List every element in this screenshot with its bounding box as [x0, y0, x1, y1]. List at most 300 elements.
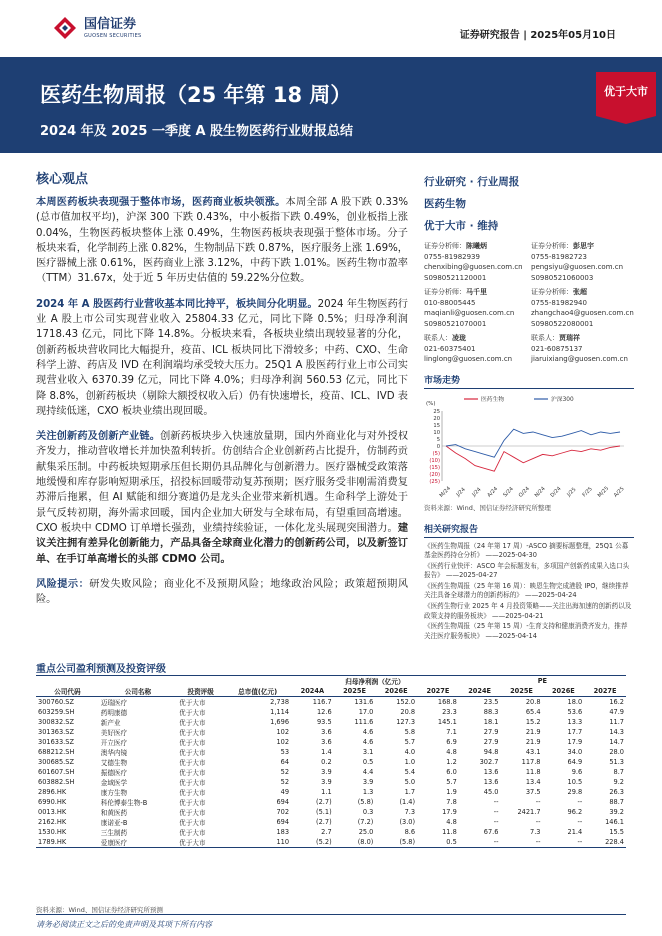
table-cell: 18.0: [567, 698, 583, 706]
table-cell: 开立医疗: [100, 739, 128, 747]
market-trend-chart: [424, 393, 634, 501]
table-cell: 振德医疗: [100, 769, 128, 777]
table-header: [36, 686, 626, 697]
table-cell: --: [535, 818, 541, 826]
analyst-cert: S0980521120001: [424, 273, 487, 282]
x-tick-label: A/25: [612, 485, 626, 499]
table-cell: 47.9: [609, 708, 624, 716]
x-tick-label: N/24: [533, 485, 547, 499]
table-row: [36, 817, 626, 827]
table-cell: (1.4): [399, 798, 416, 806]
x-tick-label: J/25: [566, 486, 578, 498]
table-cell: 11.7: [609, 718, 624, 726]
table-cell: 艾德生物: [100, 759, 128, 767]
table-cell: 优于大市: [179, 759, 206, 767]
paragraph-innovation: [36, 429, 408, 567]
table-row: [36, 697, 626, 708]
table-cell: 301363.SZ: [38, 728, 74, 736]
y-tick-label: (15): [429, 464, 440, 471]
table-cell: 21.4: [567, 828, 583, 836]
table-cell: 110: [224, 837, 291, 848]
x-tick-label: S/24: [502, 485, 515, 499]
sidebar: [424, 174, 634, 642]
table-row: [36, 787, 626, 797]
table-cell: 9.6: [571, 768, 583, 776]
contact-phone: 021-60375401: [424, 344, 476, 353]
table-cell: 0.5: [417, 837, 459, 848]
table-cell: --: [493, 798, 499, 806]
y-tick-label: 15: [433, 422, 440, 429]
table-cell: 300760.SZ: [38, 698, 74, 706]
report-type-date: 证券研究报告 | 2025年05月10日: [459, 30, 616, 41]
analyst-card: [424, 287, 527, 329]
table-cell: 新产业: [100, 719, 121, 727]
table-cell: 1789.HK: [36, 837, 99, 848]
y-tick-label: 25: [433, 408, 440, 415]
column-header: 公司名称: [99, 686, 177, 697]
table-cell: --: [535, 798, 541, 806]
contact-name: 凌珑: [452, 334, 466, 342]
related-reports-heading: 相关研究报告: [424, 522, 634, 538]
table-cell: 16.2: [609, 698, 624, 706]
table-cell: 康方生物: [100, 789, 128, 797]
table-cell: 25.0: [358, 828, 374, 836]
table-cell: 优于大市: [179, 829, 206, 837]
analyst-role: 证券分析师：: [424, 242, 466, 250]
paragraph-weekly: [36, 195, 408, 287]
table-cell: 301633.SZ: [38, 738, 74, 746]
rating-badge: 优于大市: [596, 72, 656, 116]
related-report-link[interactable]: 《医药生物周报（25 年第 16 周）：映恩生物完成港股 IPO，继续推荐关注具备全球潜力的创新药标的》 ——2025-04-24: [424, 581, 629, 600]
title-banner: [0, 57, 662, 153]
table-row: [36, 717, 626, 727]
y-tick-label: 5: [436, 436, 440, 443]
table-cell: 53: [280, 748, 290, 756]
related-report-link[interactable]: 《医药生物行业 2025 年 4 月投资策略——关注出海加速的创新药以及政策支持的服务板块》 ——2025-04-21: [424, 602, 632, 620]
table-cell: 7.3: [404, 808, 416, 816]
table-cell: 26.3: [609, 788, 624, 796]
table-cell: 10.5: [567, 778, 583, 786]
analyst-email[interactable]: maqianli@guosen.com.cn: [424, 309, 515, 317]
table-cell: (5.2): [291, 837, 334, 848]
table-cell: 13.3: [567, 718, 583, 726]
legend-label: 医药生物: [481, 396, 505, 403]
x-tick-label: J/24: [471, 486, 483, 498]
table-cell: 康诺亚-B: [100, 819, 128, 827]
analyst-email[interactable]: chenxibing@guosen.com.cn: [424, 263, 523, 271]
table-cell: 13.4: [525, 778, 541, 786]
related-report-link[interactable]: 《医药生物周报（25 年第 15 周）-生育支持和健康消费齐发力，推荐关注医疗服务板块》 ——2025-04-14: [424, 622, 628, 640]
x-tick-label: A/24: [486, 485, 500, 499]
table-cell: 1.3: [362, 788, 374, 796]
table-cell: 6.0: [446, 768, 457, 776]
contact-email[interactable]: jiaruixiang@guosen.com.cn: [531, 355, 628, 363]
column-header: 2027E: [584, 686, 626, 697]
table-cell: 1.7: [404, 788, 416, 796]
analyst-name: 彭思宇: [573, 242, 594, 250]
table-cell: (5.8): [357, 798, 374, 806]
table-cell: 1.0: [404, 758, 416, 766]
x-tick-label: D/24: [549, 485, 563, 499]
table-cell: --: [500, 837, 542, 848]
table-cell: 21.9: [525, 738, 541, 746]
table-row: [36, 797, 626, 807]
analyst-card: [424, 241, 527, 283]
analyst-list: [424, 241, 634, 369]
table-cell: (2.7): [316, 798, 332, 806]
table-cell: 300832.SZ: [38, 718, 74, 726]
table-cell: (5.1): [316, 808, 332, 816]
table-cell: 5.7: [446, 778, 457, 786]
table-cell: 5.8: [404, 728, 416, 736]
table-cell: 澳华内镜: [100, 749, 128, 757]
table-cell: 18.1: [483, 718, 499, 726]
table-cell: 131.6: [354, 698, 374, 706]
paragraph-lead: 风险提示：: [36, 578, 90, 590]
table-cell: 43.1: [525, 748, 541, 756]
net-profit-group: 归母净利润（亿元）: [291, 676, 459, 687]
report-title: 医药生物周报（25 年第 18 周）: [40, 83, 352, 107]
analyst-email[interactable]: pengsiyu@guosen.com.cn: [531, 263, 624, 271]
table-cell: 14.7: [609, 738, 624, 746]
logo-icon: [52, 15, 78, 41]
y-tick-label: 0: [436, 443, 440, 450]
analyst-role: 证券分析师：: [531, 288, 573, 296]
table-cell: 13.6: [483, 778, 499, 786]
contact-card: [424, 333, 527, 365]
table-row: [36, 837, 626, 848]
table-cell: 15.5: [609, 828, 624, 836]
table-cell: 117.8: [521, 758, 541, 766]
company-logo: [52, 14, 142, 42]
table-cell: 优于大市: [179, 789, 206, 797]
table-cell: 152.0: [396, 698, 416, 706]
table-cell: 4.0: [404, 748, 416, 756]
table-cell: 145.1: [437, 718, 457, 726]
paragraph-body: 研发失败风险；商业化不及预期风险；地缘政治风险；政策超预期风险。: [36, 578, 409, 606]
industry-name: 医药生物: [424, 198, 466, 210]
table-cell: 688212.SH: [38, 748, 75, 756]
table-cell: 优于大市: [179, 819, 206, 827]
paragraph-lead: 关注创新药及创新产业链。: [36, 431, 161, 443]
paragraph-lead: 2024 年 A 股医药行业营收基本同比持平，板块间分化明显。: [36, 298, 318, 310]
table-cell: 17.9: [442, 808, 457, 816]
table-cell: (7.2): [357, 818, 374, 826]
table-cell: 3.6: [321, 738, 332, 746]
table-cell: 美好医疗: [100, 729, 128, 737]
column-header: 2025E: [334, 686, 376, 697]
table-cell: 金域医学: [100, 779, 128, 787]
table-cell: 88.3: [483, 708, 499, 716]
footer-divider: [36, 914, 626, 915]
table-cell: 146.1: [605, 818, 624, 826]
table-cell: 8.6: [404, 828, 416, 836]
analyst-phone: 0755-81982939: [424, 252, 480, 261]
pe-group: PE: [459, 676, 626, 687]
table-cell: 2,738: [270, 698, 290, 706]
table-cell: 4.8: [446, 748, 457, 756]
paragraph-body: 本周全部 A 股下跌 0.33%(总市值加权平均)，沪深 300 下跌 0.43%，中小板指下跌 0.49%，创业板指上涨 0.04%，生物医药板块整体上涨 0.49%，生物医药板块表现强于整体市场。分子板块来看，化学制药上涨 0.82%，生物制品下跌 0.87%，医疗服务上涨 1.69%，医疗器械上涨 0.61%，医药商业上涨 3.12%，中药下跌 1.01%。医药生物市盈率（TTM）31.67x，处于近 5 年历史估值的 59.22%分位数。: [36, 197, 409, 285]
core-views: [36, 168, 408, 617]
table-cell: 23.5: [483, 698, 499, 706]
x-tick-label: M/25: [596, 485, 611, 499]
table-cell: 127.3: [396, 718, 416, 726]
table-cell: 药明康德: [100, 709, 128, 717]
y-tick-label: (25): [429, 478, 440, 485]
analyst-cert: S0980521060003: [531, 273, 594, 282]
table-cell: 13.6: [483, 768, 499, 776]
top-bar: [0, 0, 662, 52]
table-cell: 科伦博泰生物-B: [100, 799, 148, 807]
table-cell: 17.7: [567, 728, 583, 736]
table-cell: 88.7: [609, 798, 624, 806]
table-cell: 15.2: [525, 718, 541, 726]
table-cell: 65.4: [525, 708, 541, 716]
table-cell: 4.6: [362, 728, 374, 736]
table-cell: 52: [280, 778, 290, 786]
table-cell: 601607.SH: [38, 768, 75, 776]
table-cell: 4.4: [362, 768, 374, 776]
table-cell: --: [459, 837, 501, 848]
table-cell: 53.6: [567, 708, 583, 716]
x-tick-label: M/24: [438, 485, 452, 499]
table-cell: 20.8: [525, 698, 541, 706]
table-cell: 6990.HK: [38, 798, 67, 806]
market-trend-heading: 市场走势: [424, 373, 634, 389]
table-cell: 45.0: [483, 788, 499, 796]
analyst-role: 证券分析师：: [531, 242, 573, 250]
table-cell: --: [543, 837, 585, 848]
table-cell: (3.0): [399, 818, 416, 826]
table-cell: 7.3: [530, 828, 541, 836]
earnings-forecast-table: [36, 675, 626, 848]
table-cell: 4.8: [446, 818, 457, 826]
analyst-phone: 0755-81982723: [531, 252, 587, 261]
table-cell: 1.4: [321, 748, 332, 756]
industry-rating: 优于大市 · 维持: [424, 220, 499, 232]
table-cell: --: [577, 798, 583, 806]
analyst-phone: 0755-81982940: [531, 298, 587, 307]
table-row: [36, 827, 626, 837]
table-cell: 94.8: [483, 748, 499, 756]
column-header: 2027E: [417, 686, 459, 697]
table-cell: 111.6: [354, 718, 374, 726]
table-cell: 93.5: [316, 718, 332, 726]
table-cell: 17.0: [358, 708, 374, 716]
contact-role: 联系人：: [531, 334, 559, 342]
table-cell: 1530.HK: [38, 828, 67, 836]
table-cell: 三生制药: [100, 829, 128, 837]
paragraph-recommendation: 建议关注拥有差异化创新能力，产品具备全球商业化潜力的创新药公司，以及新签订单、在手订单高增长的头部 CDMO 公司。: [36, 522, 408, 565]
table-cell: 1,114: [270, 708, 290, 716]
table-cell: 1.1: [321, 788, 332, 796]
table-body: [36, 697, 626, 848]
table-cell: 1,696: [270, 718, 290, 726]
table-cell: 11.8: [442, 828, 457, 836]
table-row: [36, 747, 626, 757]
table-row: [36, 807, 626, 817]
table-cell: 2421.7: [517, 808, 541, 816]
table-cell: 优于大市: [179, 749, 206, 757]
table-cell: 8.7: [613, 768, 624, 776]
column-header: 2025E: [500, 686, 542, 697]
table-title: 重点公司盈利预测及投资评级: [36, 664, 166, 675]
table-cell: 34.0: [567, 748, 583, 756]
analyst-cert: S0980521070001: [424, 319, 487, 328]
analyst-name: 马千里: [466, 288, 487, 296]
y-tick-label: 10: [433, 429, 440, 436]
analyst-card: [531, 287, 634, 329]
table-cell: 702: [276, 808, 290, 816]
table-cell: 102: [276, 728, 290, 736]
y-axis-label: (%): [426, 400, 436, 407]
table-row: [36, 767, 626, 777]
paragraph-body: 创新药板块步入快速放量期，国内外商业化与对外授权齐发力，推动营收增长并加快盈利转折。仿创结合企业创新药占比提升，仿制药贡献集采压制。中药板块短期承压但长期仍具品牌化与创新潜力。医疗器械受政策落地缓慢和库存影响短期承压，招投标回暖带动复苏预期；医疗服务受非刚需消费复苏滞后拖累，但 AI 赋能和细分赛道仍是龙头企业带来新机遇。生命科学上游处于景气反转初期，海外需求回暖，国内企业加大研发与全球布局，有望重回高增速。CXO 板块中 CDMO 订单增长强劲，业绩持续验证，一体化龙头展现突围潜力。: [36, 431, 409, 534]
table-cell: 爱康医疗: [99, 837, 177, 848]
table-row: [36, 707, 626, 717]
analyst-phone: 010-88005445: [424, 298, 476, 307]
table-row: [36, 777, 626, 787]
paragraph-risk: [36, 577, 408, 608]
table-cell: 3.9: [321, 768, 332, 776]
table-cell: 1.2: [446, 758, 457, 766]
table-cell: 300685.SZ: [38, 758, 74, 766]
table-cell: 5.7: [404, 738, 416, 746]
contact-phone: 021-60875137: [531, 344, 583, 353]
table-cell: 6.9: [446, 738, 457, 746]
table-cell: 603259.SH: [38, 708, 75, 716]
table-cell: 64.9: [567, 758, 583, 766]
table-cell: 302.7: [479, 758, 499, 766]
column-header: 投资评级: [177, 686, 224, 697]
table-cell: 优于大市: [179, 699, 206, 707]
contact-role: 联系人：: [424, 334, 452, 342]
table-cell: 49: [280, 788, 290, 796]
table-cell: 11.8: [525, 768, 541, 776]
related-report-link[interactable]: 《医药生物周报（24 年第 17 周）-ASCO 摘要标题整理，25Q1 公募基金医药持仓分析》 ——2025-04-30: [424, 541, 629, 560]
table-cell: 3.9: [362, 778, 374, 786]
table-cell: --: [577, 818, 583, 826]
table-cell: 2896.HK: [38, 788, 67, 796]
table-cell: 7.8: [446, 798, 457, 806]
table-cell: 603882.SH: [38, 778, 75, 786]
table-cell: 14.3: [609, 728, 624, 736]
table-cell: 102: [276, 738, 290, 746]
table-cell: 23.3: [442, 708, 457, 716]
table-cell: 51.3: [609, 758, 624, 766]
table-cell: 27.9: [483, 738, 499, 746]
report-category: 行业研究 · 行业周报: [424, 176, 520, 188]
table-cell: --: [493, 808, 499, 816]
table-cell: 3.9: [321, 778, 332, 786]
y-tick-label: 20: [433, 415, 440, 422]
table-cell: (8.0): [334, 837, 376, 848]
table-row: [36, 727, 626, 737]
table-cell: 5.0: [404, 778, 416, 786]
x-tick-label: J/24: [455, 486, 467, 498]
table-cell: 64: [280, 758, 290, 766]
column-header: 2026E: [543, 686, 585, 697]
table-cell: 优于大市: [179, 769, 206, 777]
table-cell: 27.9: [483, 728, 499, 736]
analyst-cert: S0980522080001: [531, 319, 594, 328]
table-cell: 694: [276, 798, 290, 806]
logo-name: 国信证券: [84, 16, 137, 32]
table-cell: 67.6: [483, 828, 499, 836]
column-header: 总市值(亿元): [224, 686, 291, 697]
table-cell: 694: [276, 818, 290, 826]
x-tick-label: O/24: [517, 485, 531, 499]
analyst-role: 证券分析师：: [424, 288, 466, 296]
logo-sub: GUOSEN SECURITIES: [84, 32, 142, 39]
table-cell: 52: [280, 768, 290, 776]
table-cell: 116.7: [312, 698, 332, 706]
table-cell: 96.2: [567, 808, 583, 816]
y-tick-label: (5): [432, 450, 440, 457]
table-cell: 2.7: [321, 828, 332, 836]
table-cell: 迈瑞医疗: [100, 699, 128, 707]
table-cell: 优于大市: [179, 719, 206, 727]
table-cell: 183: [276, 828, 290, 836]
table-cell: (5.8): [375, 837, 417, 848]
table-cell: 21.9: [525, 728, 541, 736]
table-cell: 20.8: [400, 708, 416, 716]
table-cell: --: [493, 818, 499, 826]
legend-label: 沪深300: [551, 396, 574, 403]
column-header: 2024E: [459, 686, 501, 697]
paragraph-lead: 本周医药板块表现强于整体市场，医药商业板块领涨。: [36, 197, 286, 208]
table-cell: 29.8: [567, 788, 583, 796]
table-source: 资料来源：Wind、国信证券经济研究所预测: [36, 906, 163, 914]
table-cell: 0.3: [362, 808, 374, 816]
table-cell: 39.2: [609, 808, 624, 816]
table-cell: 3.6: [321, 728, 332, 736]
analyst-name: 陈曦炳: [466, 242, 487, 250]
series-line: [446, 446, 620, 471]
table-cell: 优于大市: [179, 729, 206, 737]
table-cell: 优于大市: [179, 709, 206, 717]
table-cell: 5.4: [404, 768, 416, 776]
table-cell: 优于大市: [179, 779, 206, 787]
table-cell: 7.1: [446, 728, 457, 736]
analyst-name: 张超: [573, 288, 587, 296]
section-heading: 核心观点: [36, 172, 89, 187]
contact-email[interactable]: linglong@guosen.com.cn: [424, 355, 513, 363]
table-cell: 优于大市: [179, 739, 206, 747]
related-report-link[interactable]: 《医药行业快评：ASCO 年会标题发布，多项国产创新药成果入选口头报告》 ——2025-04-27: [424, 561, 630, 580]
table-row: [36, 757, 626, 767]
table-cell: 3.1: [362, 748, 374, 756]
analyst-card: [531, 241, 634, 283]
series-line: [446, 429, 620, 457]
table-cell: 优于大市: [179, 809, 206, 817]
table-cell: 9.2: [613, 778, 624, 786]
chart-source: 资料来源：Wind、国信证券经济研究所整理: [424, 503, 551, 512]
x-tick-label: F/25: [581, 485, 594, 498]
table-row: [36, 737, 626, 747]
analyst-email[interactable]: zhangchao4@guosen.com.cn: [531, 309, 634, 317]
table-cell: 17.9: [567, 738, 583, 746]
table-cell: 优于大市: [177, 837, 224, 848]
y-tick-label: (10): [429, 457, 440, 464]
table-cell: 0.5: [362, 758, 374, 766]
y-tick-label: (20): [429, 471, 440, 478]
table-cell: 37.5: [525, 788, 541, 796]
table-cell: 0013.HK: [38, 808, 67, 816]
disclaimer: 请务必阅读正文之后的免责声明及其项下所有内容: [36, 920, 212, 929]
contact-name: 贾瑞祥: [559, 334, 580, 342]
table-cell: (2.7): [316, 818, 332, 826]
